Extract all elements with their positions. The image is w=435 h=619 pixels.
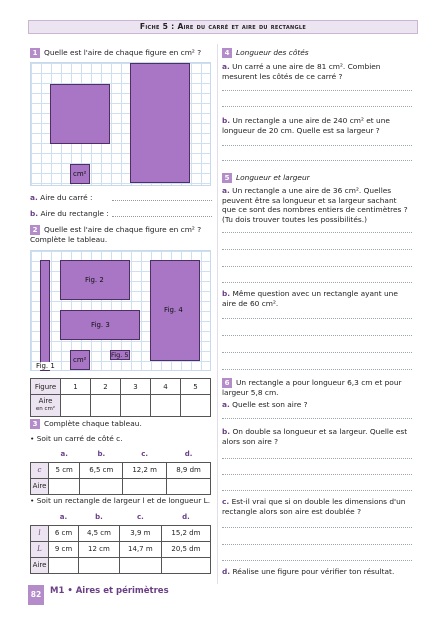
ex2-aire-label: Aire — [38, 397, 53, 405]
ex3-t2-answer[interactable] — [119, 557, 161, 573]
ex1-a-label: a. — [30, 193, 38, 202]
ex2-answer-cell[interactable] — [121, 395, 151, 417]
ex3-t1-row-aire: Aire — [31, 478, 49, 494]
answer-line[interactable] — [222, 490, 412, 491]
answer-line[interactable] — [222, 369, 412, 370]
ex6-number: 6 — [222, 378, 232, 388]
ex3-t2-row-l: l — [31, 525, 49, 541]
ex1-a-text: Aire du carré : — [40, 193, 93, 202]
ex3-t2-cell: 4,5 cm — [79, 525, 120, 541]
ex4-a-label: a. — [222, 62, 230, 71]
ex2-table — [30, 378, 211, 417]
ex3-t2-row-aire: Aire — [31, 557, 49, 573]
ex3-t1-cell: 12,2 m — [123, 462, 167, 478]
answer-line[interactable] — [222, 560, 412, 561]
ex5-title — [222, 173, 412, 183]
ex3-t2-cell: 3,9 m — [119, 525, 161, 541]
ex2-answer-cell[interactable] — [151, 395, 181, 417]
chapter-title: M1 • Aires et périmètres — [50, 586, 169, 596]
ex6-a — [222, 400, 412, 409]
ex5-b-text: Même question avec un rectangle ayant une aire de 60 cm². — [222, 289, 398, 308]
ex3-t1-row-c: c — [31, 462, 49, 478]
page-number: 82 — [28, 585, 44, 605]
ex4-a-text: Un carré a une aire de 81 cm². Combien mesurent les côtés de ce carré ? — [222, 62, 381, 81]
ex3-intro-text: Complète chaque tableau. — [44, 419, 142, 428]
column-divider — [217, 44, 218, 584]
ex3-bullet1: • Soit un carré de côté c. — [30, 434, 123, 443]
ex3-t1-answer[interactable] — [123, 478, 167, 494]
ex3-t2-answer[interactable] — [49, 557, 79, 573]
answer-line[interactable] — [222, 474, 412, 475]
answer-line[interactable] — [222, 90, 412, 91]
ex5-a — [222, 186, 412, 224]
ex2-number: 2 — [30, 225, 40, 235]
ex3-t1-col: a. — [60, 449, 68, 458]
ex3-table1 — [30, 446, 211, 495]
answer-line[interactable] — [222, 106, 412, 107]
answer-line[interactable] — [222, 160, 412, 161]
ex5-a-label: a. — [222, 186, 230, 195]
ex6-d — [222, 567, 412, 576]
ex2-question-text: Quelle est l'aire de chaque figure en cm² ? Complète le tableau. — [30, 225, 202, 244]
answer-line[interactable] — [222, 249, 412, 250]
ex4-title — [222, 48, 412, 58]
ex2-fig2-label: Fig. 2 — [85, 276, 104, 284]
ex6-c-label: c. — [222, 497, 230, 506]
ex2-fig4-label: Fig. 4 — [164, 306, 183, 314]
ex4-number: 4 — [222, 48, 232, 58]
ex3-t2-cell: 9 cm — [49, 541, 79, 557]
ex3-t1-col: c. — [141, 449, 149, 458]
ex3-t1-cell: 8,9 dm — [167, 462, 211, 478]
ex2-table-col: 3 — [121, 379, 151, 395]
ex2-table-head-figure: Figure — [31, 379, 61, 395]
ex3-t2-col: b. — [95, 512, 103, 521]
ex1-square — [50, 84, 110, 144]
ex1-b-answer-line[interactable] — [112, 216, 212, 217]
ex6-c — [222, 497, 412, 516]
ex5-title-text: Longueur et largeur — [236, 173, 310, 182]
ex3-t1-col: b. — [97, 449, 106, 458]
ex6-d-text: Réalise une figure pour vérifier ton résultat. — [232, 567, 395, 576]
ex1-question-text: Quelle est l'aire de chaque figure en cm² ? — [44, 48, 202, 57]
ex6-c-text: Est-il vrai que si on double les dimensions d'un rectangle alors son aire est doublée ? — [222, 497, 406, 516]
ex6-b-text: On double sa longueur et sa largeur. Quelle est alors son aire ? — [222, 427, 408, 446]
ex3-number: 3 — [30, 419, 40, 429]
ex6-b — [222, 427, 412, 446]
ex3-t2-col: a. — [59, 512, 68, 521]
ex2-table-col: 4 — [151, 379, 181, 395]
ex2-fig5-label: Fig. 5 — [111, 351, 129, 359]
ex2-question — [30, 225, 215, 245]
ex5-a-text: Un rectangle a une aire de 36 cm². Quelles peuvent être sa longueur et sa largeur sachant que ce sont des nombres entiers de centimètres ? (Tu dois trouver toutes les possibilités.) — [222, 186, 408, 224]
answer-line[interactable] — [222, 266, 412, 267]
ex2-table-col: 5 — [181, 379, 211, 395]
answer-line[interactable] — [222, 352, 412, 353]
ex3-t1-answer[interactable] — [80, 478, 123, 494]
ex2-grid — [30, 250, 211, 371]
ex3-table2 — [30, 509, 211, 574]
ex6-a-text: Quelle est son aire ? — [232, 400, 308, 409]
ex3-t1-answer[interactable] — [49, 478, 80, 494]
ex6-a-label: a. — [222, 400, 230, 409]
ex4-b-text: Un rectangle a une aire de 240 cm² et une longueur de 20 cm. Quelle est sa largeur ? — [222, 116, 390, 135]
ex1-unit-label: cm² — [73, 170, 87, 178]
ex2-fig3-label: Fig. 3 — [91, 321, 110, 329]
ex1-number: 1 — [30, 48, 40, 58]
answer-line[interactable] — [222, 544, 412, 545]
answer-line[interactable] — [222, 145, 412, 146]
ex4-b-label: b. — [222, 116, 231, 125]
ex6-b-label: b. — [222, 427, 231, 436]
ex4-b — [222, 116, 412, 135]
ex2-table-col: 1 — [61, 379, 91, 395]
ex6-d-label: d. — [222, 567, 231, 576]
ex3-t1-col: d. — [184, 449, 193, 458]
answer-line[interactable] — [222, 335, 412, 336]
ex2-table-head-aire — [31, 395, 61, 417]
answer-line[interactable] — [222, 458, 412, 459]
ex3-t2-col: d. — [182, 512, 190, 521]
ex3-t2-cell: 14,7 m — [119, 541, 161, 557]
ex5-b-label: b. — [222, 289, 231, 298]
ex3-t2-cell: 20,5 dm — [161, 541, 210, 557]
ex6-intro-text: Un rectangle a pour longueur 6,3 cm et pour largeur 5,8 cm. — [222, 378, 402, 397]
ex2-fig1-label: Fig. 1 — [36, 362, 55, 370]
ex1-grid — [30, 62, 211, 186]
ex3-t1-answer[interactable] — [167, 478, 211, 494]
ex2-unit-label: cm² — [73, 356, 87, 364]
answer-line[interactable] — [222, 282, 412, 283]
answer-line[interactable] — [222, 318, 412, 319]
ex3-intro — [30, 419, 215, 429]
ex1-rectangle — [130, 63, 190, 183]
ex3-t1-cell: 6,5 cm — [80, 462, 123, 478]
ex2-table-col: 2 — [91, 379, 121, 395]
ex3-t2-col: c. — [136, 512, 144, 521]
ex1-question — [30, 48, 215, 58]
ex2-aire-unit: en cm² — [35, 406, 56, 412]
ex2-fig1 — [40, 260, 50, 371]
ex3-t2-cell: 6 cm — [49, 525, 79, 541]
ex3-t2-cell: 12 cm — [79, 541, 120, 557]
answer-line[interactable] — [222, 527, 412, 528]
answer-line[interactable] — [222, 232, 412, 233]
ex2-answer-cell[interactable] — [91, 395, 121, 417]
ex5-number: 5 — [222, 173, 232, 183]
ex5-b — [222, 289, 412, 308]
ex3-t2-answer[interactable] — [161, 557, 210, 573]
ex3-t2-answer[interactable] — [79, 557, 120, 573]
ex4-title-text: Longueur des côtés — [236, 48, 309, 57]
ex3-t2-row-L: L — [31, 541, 49, 557]
page-title: Fiche 5 : Aire du carré et aire du rectangle — [28, 20, 418, 34]
ex3-t1-cell: 5 cm — [49, 462, 80, 478]
ex3-bullet2: • Soit un rectangle de largeur l et de longueur L. — [30, 496, 211, 505]
ex1-b-label: b. — [30, 209, 39, 218]
ex2-answer-cell[interactable] — [181, 395, 211, 417]
ex1-b-text: Aire du rectangle : — [40, 209, 109, 218]
ex3-t2-cell: 15,2 dm — [161, 525, 210, 541]
ex4-a — [222, 62, 412, 81]
ex6-intro — [222, 378, 412, 398]
ex1-a-answer-line[interactable] — [112, 200, 212, 201]
ex2-answer-cell[interactable] — [61, 395, 91, 417]
answer-line[interactable] — [222, 418, 412, 419]
